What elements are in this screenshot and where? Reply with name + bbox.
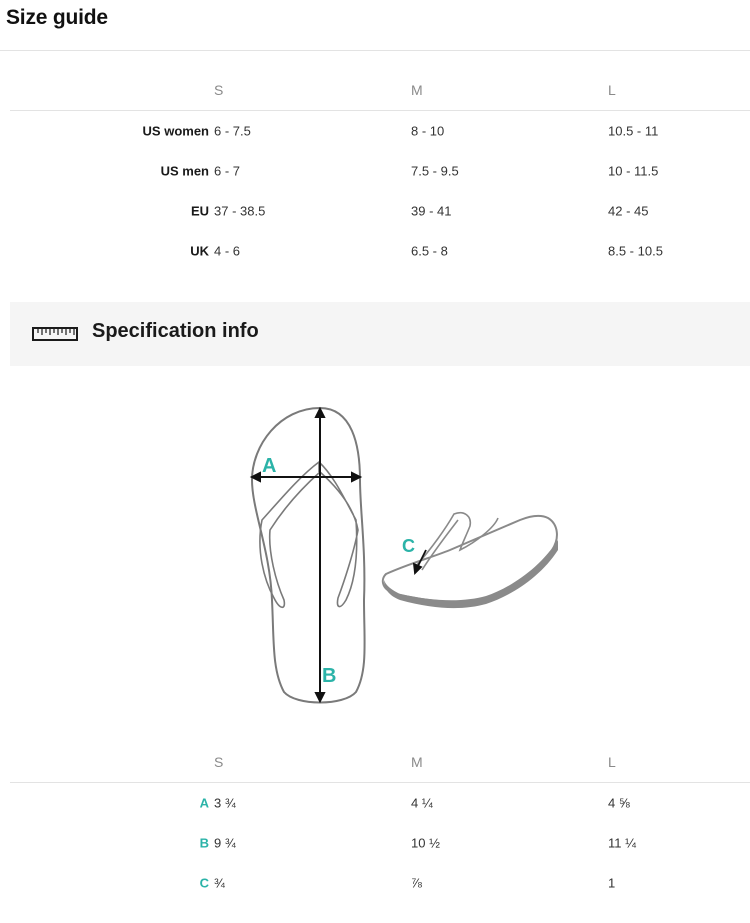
column-header-s: S bbox=[214, 754, 224, 770]
row-label: UK bbox=[190, 243, 209, 259]
measure-label-c: C bbox=[402, 536, 415, 556]
row-label: C bbox=[199, 875, 209, 891]
table-cell: 7.5 - 9.5 bbox=[411, 163, 459, 179]
table-row bbox=[10, 111, 750, 151]
table-cell: 10 - 11.5 bbox=[608, 163, 659, 179]
table-cell: 4 ¼ bbox=[411, 795, 433, 811]
table-row bbox=[10, 863, 750, 903]
table-row bbox=[10, 823, 750, 863]
table-cell: 8 - 10 bbox=[411, 123, 445, 139]
row-label: A bbox=[199, 795, 209, 811]
row-label: US women bbox=[142, 123, 209, 139]
table-row bbox=[10, 231, 750, 271]
sandal-strap-outline bbox=[260, 462, 358, 607]
spec-table-header bbox=[10, 742, 750, 782]
column-header-l: L bbox=[608, 754, 616, 770]
table-cell: 37 - 38.5 bbox=[214, 203, 266, 219]
table-cell: 6.5 - 8 bbox=[411, 243, 448, 259]
title-divider bbox=[0, 50, 750, 51]
table-cell: 11 ¼ bbox=[608, 835, 636, 851]
table-cell: 10.5 - 11 bbox=[608, 123, 659, 139]
size-table bbox=[10, 70, 750, 271]
column-header-m: M bbox=[411, 754, 423, 770]
flip-flop-illustration bbox=[240, 400, 570, 710]
table-cell: 8.5 - 10.5 bbox=[608, 243, 663, 259]
table-cell: 9 ¾ bbox=[214, 835, 236, 851]
table-cell: 42 - 45 bbox=[608, 203, 649, 219]
column-header-m: M bbox=[411, 82, 423, 98]
column-header-s: S bbox=[214, 82, 224, 98]
table-cell: ¾ bbox=[214, 875, 225, 891]
table-row bbox=[10, 151, 750, 191]
table-cell: 39 - 41 bbox=[411, 203, 452, 219]
table-cell: 4 - 6 bbox=[214, 243, 241, 259]
measure-label-b: B bbox=[322, 665, 337, 687]
size-table-header bbox=[10, 70, 750, 110]
table-cell: 1 bbox=[608, 875, 616, 891]
page-title: Size guide bbox=[6, 6, 108, 29]
table-cell: 6 - 7 bbox=[214, 163, 241, 179]
spec-info-header bbox=[10, 302, 750, 366]
spec-table bbox=[10, 742, 750, 903]
spec-info-title: Specification info bbox=[92, 320, 259, 342]
table-cell: 3 ¾ bbox=[214, 795, 236, 811]
measure-label-a: A bbox=[262, 455, 277, 477]
table-row bbox=[10, 191, 750, 231]
ruler-icon bbox=[32, 327, 78, 341]
side-sandal-sole bbox=[383, 516, 557, 602]
row-label: EU bbox=[190, 203, 209, 219]
table-cell: ⅞ bbox=[411, 875, 422, 891]
table-cell: 4 ⅝ bbox=[608, 795, 630, 811]
table-row bbox=[10, 783, 750, 823]
row-label: B bbox=[199, 835, 209, 851]
sandal-sole-outline bbox=[252, 408, 365, 703]
row-label: US men bbox=[160, 163, 209, 179]
table-cell: 6 - 7.5 bbox=[214, 123, 251, 139]
column-header-l: L bbox=[608, 82, 616, 98]
table-cell: 10 ½ bbox=[411, 835, 440, 851]
